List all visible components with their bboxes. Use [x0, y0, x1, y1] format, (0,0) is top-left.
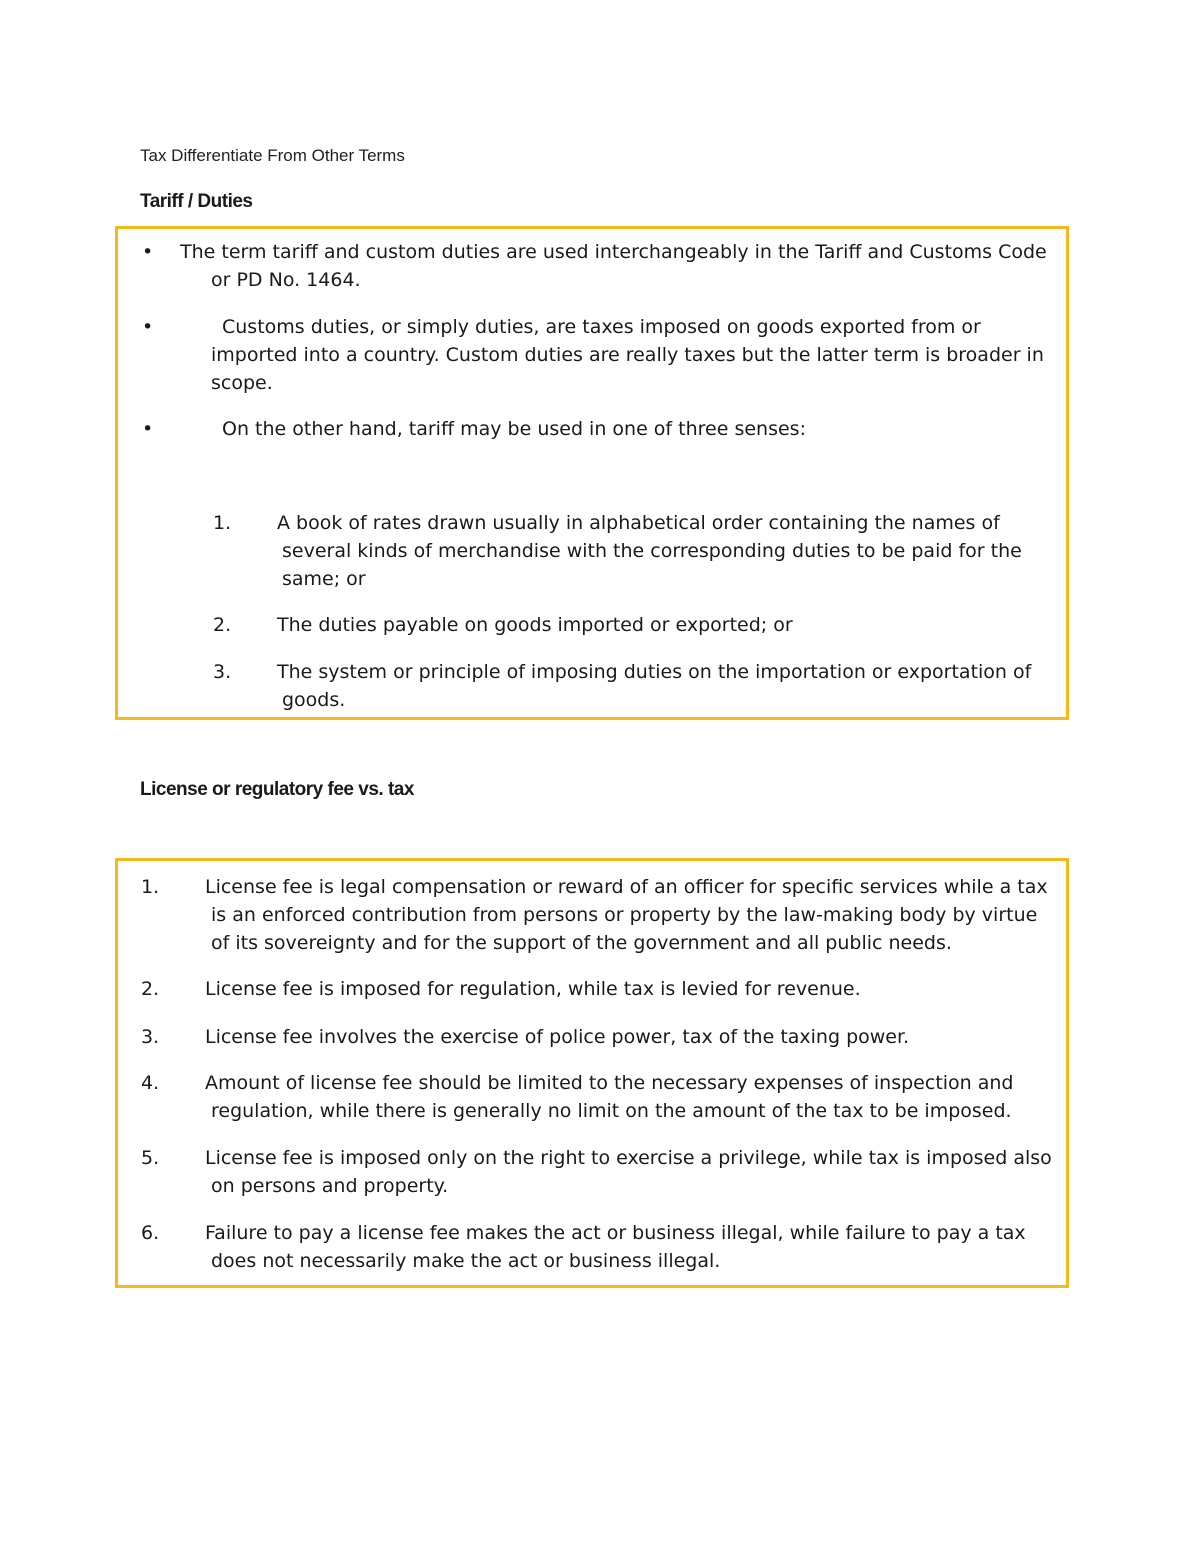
- list-item-text: regulation, while there is generally no limit on the amount of the tax to be imposed.: [211, 1100, 1012, 1122]
- list-item-text: is an enforced contribution from persons or property by the law-making body by virtue: [211, 904, 1038, 926]
- section-heading-license: License or regulatory fee vs. tax: [140, 779, 414, 800]
- list-item-text: goods.: [282, 689, 346, 711]
- list-item-text: The system or principle of imposing duties on the importation or exportation of: [277, 661, 1032, 683]
- list-item-text: License fee is imposed for regulation, while tax is levied for revenue.: [205, 978, 861, 1000]
- list-number: 2.: [213, 614, 232, 636]
- list-item-text: of its sovereignty and for the support of the government and all public needs.: [211, 932, 952, 954]
- list-item-text: License fee is legal compensation or reward of an officer for specific services while a tax: [205, 876, 1048, 898]
- tariff-box: [115, 226, 1069, 720]
- bullet-marker: •: [142, 316, 154, 338]
- list-item-text: The duties payable on goods imported or exported; or: [277, 614, 793, 636]
- list-item-text: does not necessarily make the act or business illegal.: [211, 1250, 721, 1272]
- bullet-text: On the other hand, tariff may be used in one of three senses:: [222, 418, 806, 440]
- list-item-text: several kinds of merchandise with the corresponding duties to be paid for the: [282, 540, 1022, 562]
- list-number: 3.: [213, 661, 232, 683]
- list-number: 6.: [141, 1222, 160, 1244]
- list-number: 1.: [213, 512, 232, 534]
- list-item-text: Failure to pay a license fee makes the act or business illegal, while failure to pay a tax: [205, 1222, 1026, 1244]
- list-item-text: on persons and property.: [211, 1175, 449, 1197]
- bullet-marker: •: [142, 241, 154, 263]
- bullet-text: scope.: [211, 372, 273, 394]
- list-number: 1.: [141, 876, 160, 898]
- document-title: Tax Differentiate From Other Terms: [140, 146, 405, 165]
- list-item-text: Amount of license fee should be limited to the necessary expenses of inspection and: [205, 1072, 1014, 1094]
- list-number: 4.: [141, 1072, 160, 1094]
- list-item-text: A book of rates drawn usually in alphabetical order containing the names of: [277, 512, 1000, 534]
- section-heading-tariff: Tariff / Duties: [140, 191, 253, 212]
- bullet-marker: •: [142, 418, 154, 440]
- list-item-text: License fee involves the exercise of police power, tax of the taxing power.: [205, 1026, 910, 1048]
- bullet-text: or PD No. 1464.: [211, 269, 361, 291]
- bullet-text: The term tariff and custom duties are used interchangeably in the Tariff and Customs Code: [180, 241, 1047, 263]
- list-item-text: License fee is imposed only on the right to exercise a privilege, while tax is imposed also: [205, 1147, 1052, 1169]
- bullet-text: imported into a country. Custom duties are really taxes but the latter term is broader in: [211, 344, 1044, 366]
- list-item-text: same; or: [282, 568, 366, 590]
- list-number: 3.: [141, 1026, 160, 1048]
- bullet-text: Customs duties, or simply duties, are taxes imposed on goods exported from or: [222, 316, 981, 338]
- list-number: 2.: [141, 978, 160, 1000]
- list-number: 5.: [141, 1147, 160, 1169]
